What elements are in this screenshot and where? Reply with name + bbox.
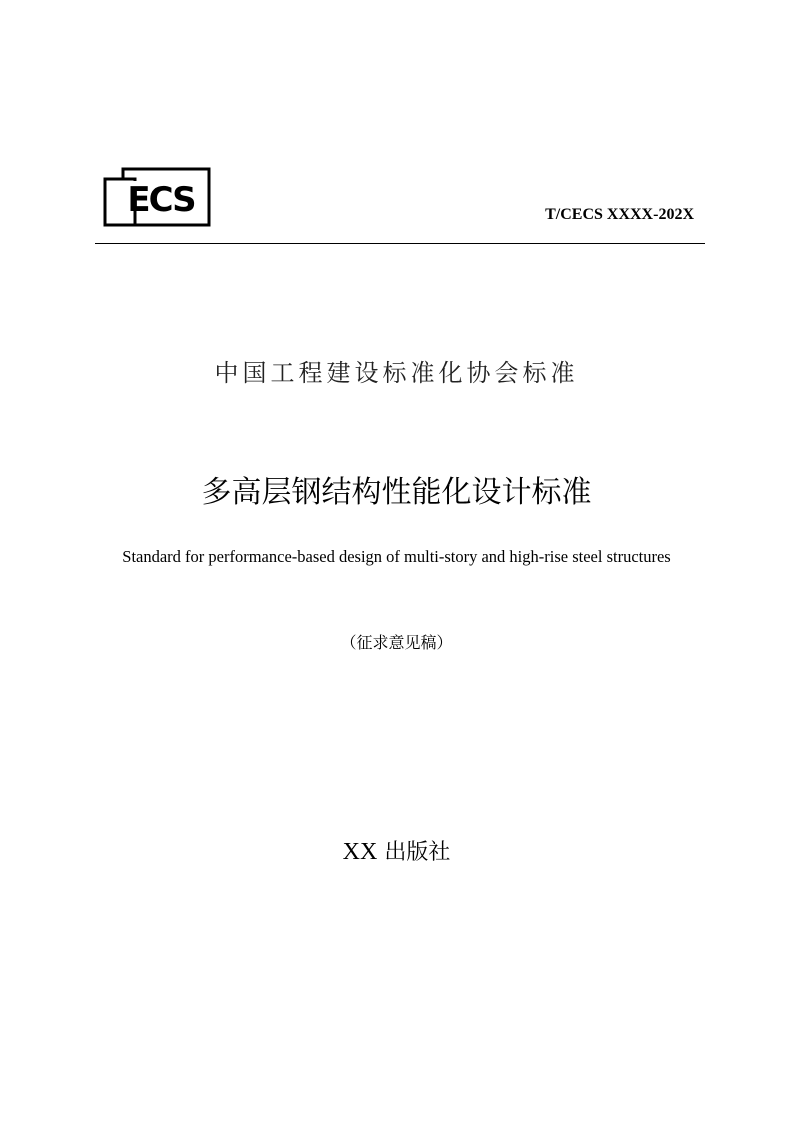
svg-text:ECS: ECS — [127, 180, 195, 220]
ecs-logo — [103, 167, 211, 229]
organization-title: 中国工程建设标准化协会标准 — [214, 359, 579, 387]
english-title: Standard for performance-based design of multi-story and high-rise steel structures — [122, 547, 671, 566]
publisher-prefix: XX — [342, 839, 378, 865]
header-divider — [95, 243, 705, 244]
publisher — [0, 835, 793, 866]
publisher-name: 出版社 — [384, 840, 451, 865]
document-title: 多高层钢结构性能化设计标准 — [201, 475, 592, 510]
draft-status-label: （征求意见稿） — [340, 633, 453, 652]
standard-number: T/CECS XXXX-202X — [545, 206, 694, 223]
